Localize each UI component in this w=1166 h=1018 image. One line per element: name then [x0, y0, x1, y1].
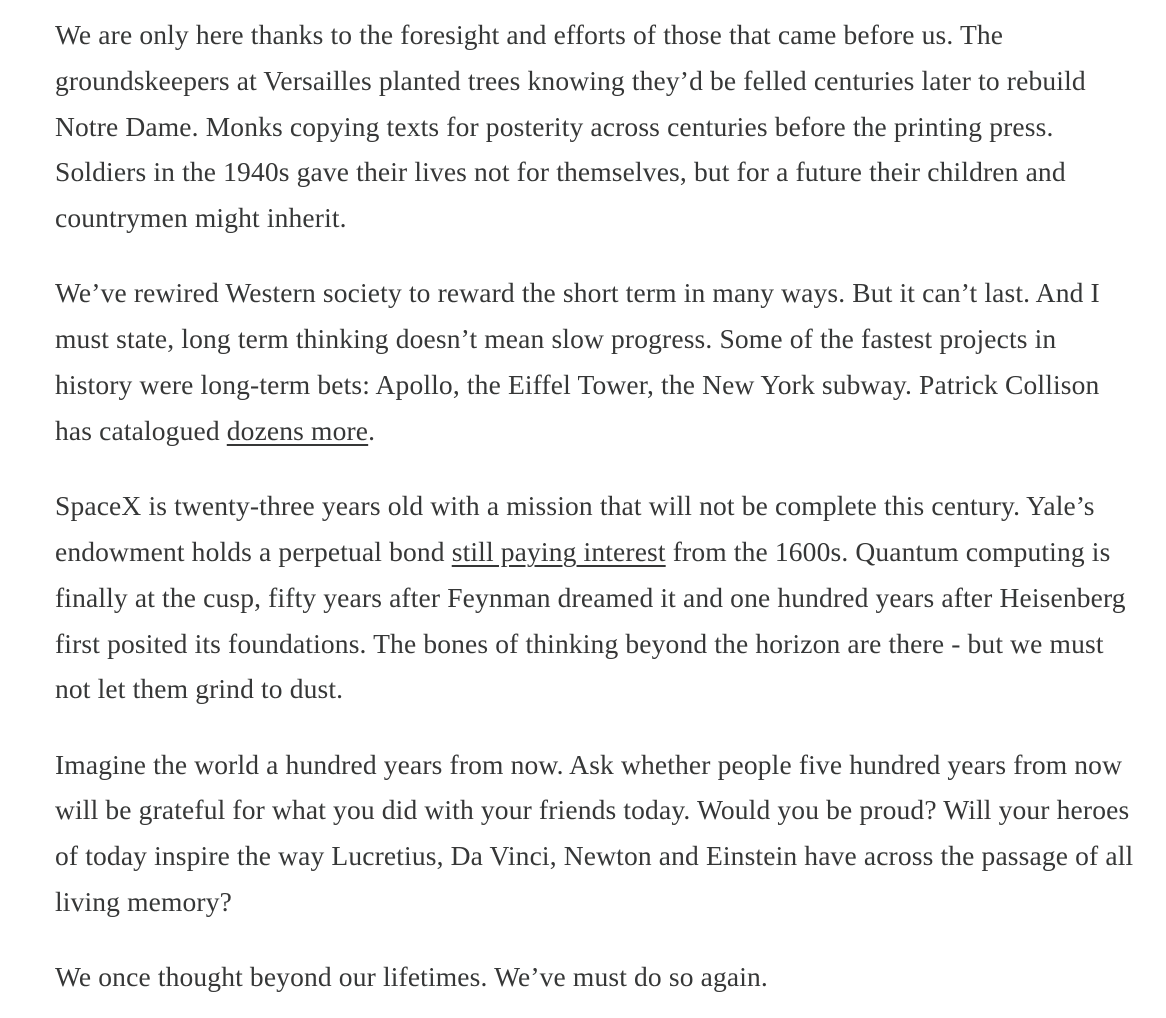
dozens-more-link[interactable]: dozens more	[226, 414, 369, 446]
paragraph-spacex-text: SpaceX is twenty-three years old with a mission that will not be complete this century. Yale’s endowment holds a perpetual bond	[55, 490, 1095, 567]
paragraph-short-term-end: .	[368, 414, 376, 446]
paragraph-closing-text: We once thought beyond our lifetimes. We’ve must do so again.	[55, 961, 768, 993]
paragraph-imagine-text: Imagine the world a hundred years from now. Ask whether people five hundred years from now will be grateful for what you did with your friends today. Would you be proud? Will your heroes of today inspire the way Lucretius, Da Vinci, Newton and Einstein have across the passage of all living memory?	[55, 748, 1134, 918]
paragraph-foresight	[55, 12, 1140, 241]
paragraph-short-term	[55, 270, 1140, 453]
article-body	[55, 12, 1140, 1000]
paragraph-closing	[55, 954, 1140, 1000]
paragraph-spacex-end: from the 1600s. Quantum computing is finally at the cusp, fifty years after Feynman dreamed it and one hundred years after Heisenberg first posited its foundations. The bones of thinking beyond the horizon are there - but we must not let them grind to dust.	[55, 535, 1126, 705]
paragraph-foresight-text: We are only here thanks to the foresight and efforts of those that came before us. The groundskeepers at Versailles planted trees knowing they’d be felled centuries later to rebuild Notre Dame. Monks copying texts for posterity across centuries before the printing press. Soldiers in the 1940s gave their lives not for themselves, but for a future their children and countrymen might inherit.	[55, 19, 1086, 234]
still-paying-interest-link[interactable]: still paying interest	[451, 535, 666, 567]
paragraph-short-term-text: We’ve rewired Western society to reward the short term in many ways. But it can’t last. And I must state, long term thinking doesn’t mean slow progress. Some of the fastest projects in history were long-term bets: Apollo, the Eiffel Tower, the New York subway. Patrick Collison has catalogued	[55, 277, 1100, 446]
paragraph-spacex	[55, 483, 1140, 712]
paragraph-imagine	[55, 742, 1140, 925]
